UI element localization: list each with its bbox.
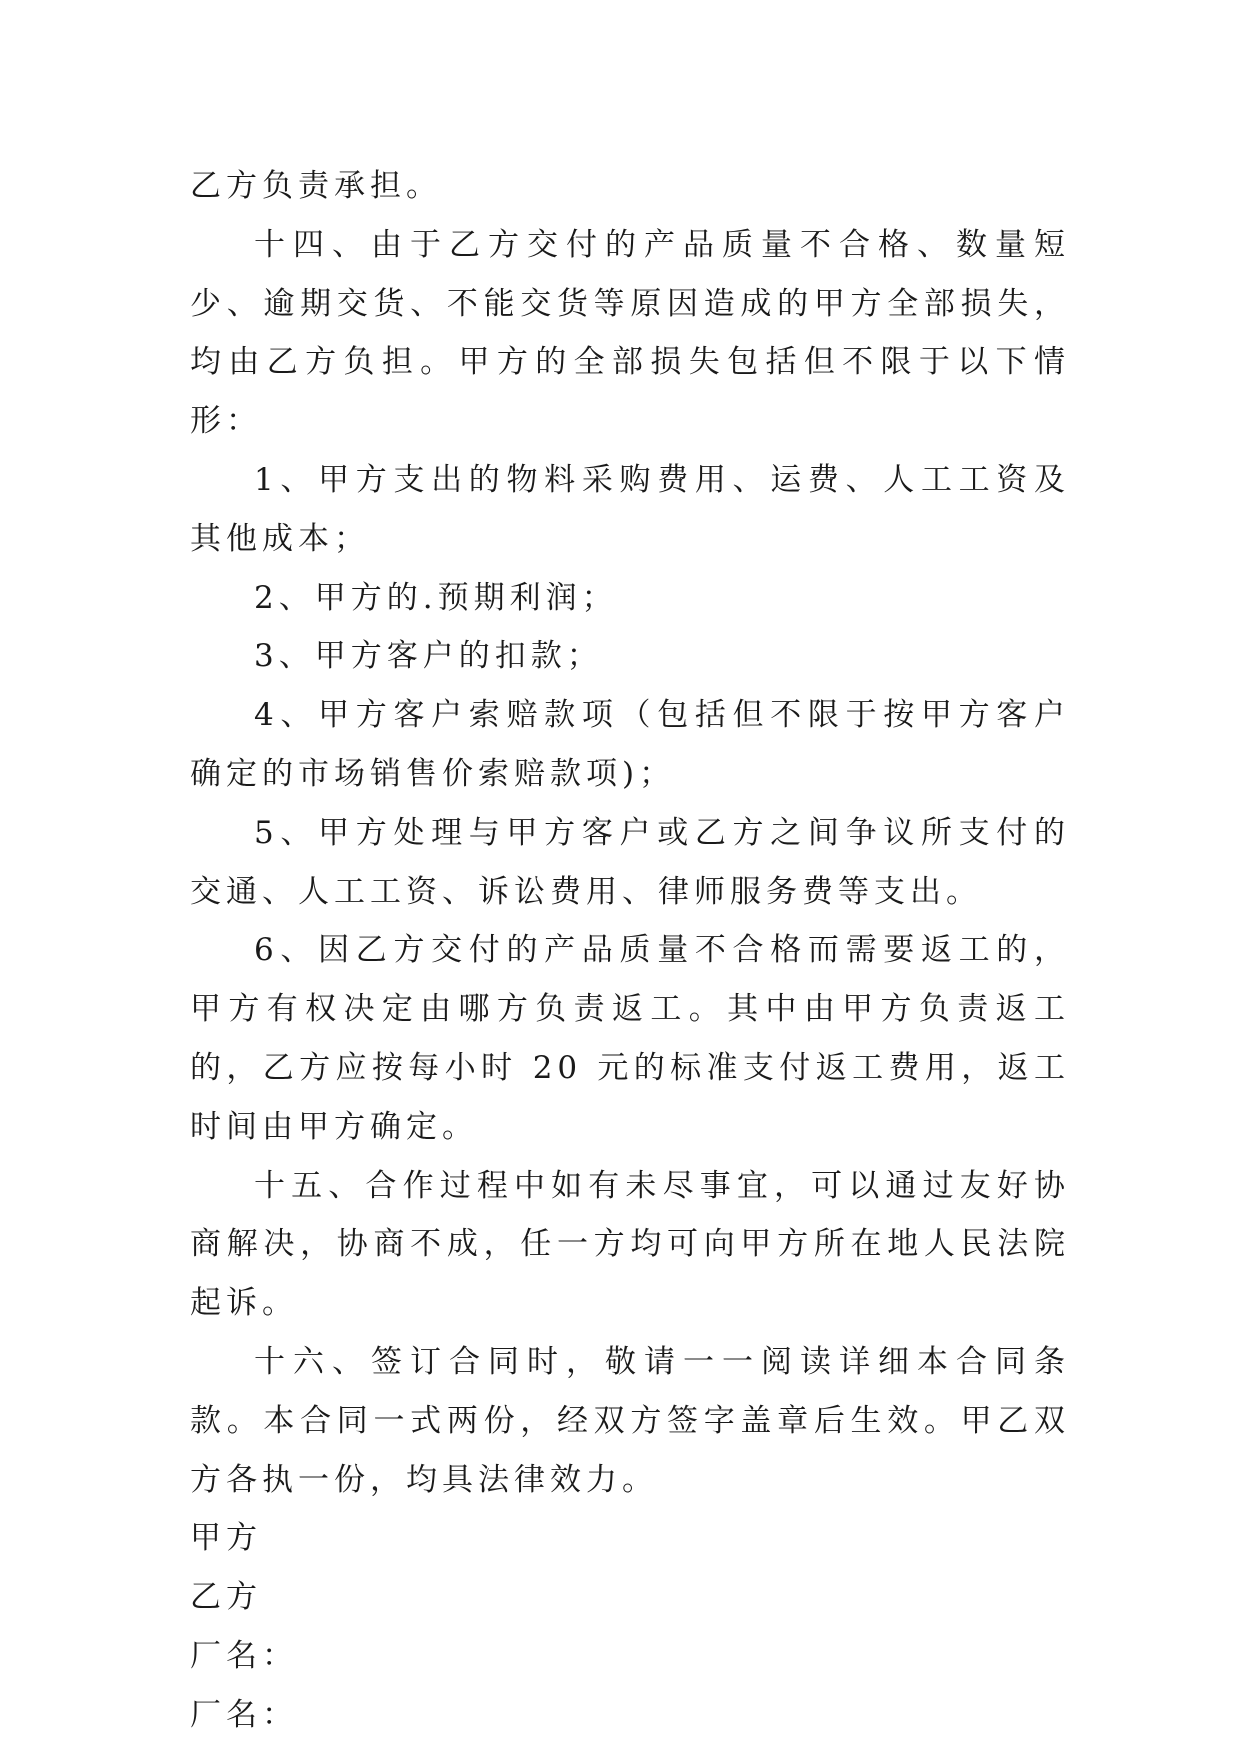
clause-14: 十四、由于乙方交付的产品质量不合格、数量短少、逾期交货、不能交货等原因造成的甲方全部损失，均由乙方负担。甲方的全部损失包括但不限于以下情形：: [190, 226, 1070, 440]
clause-14-item-3: 3、甲方客户的扣款；: [254, 638, 603, 675]
factory-name-a: 厂名：: [190, 1637, 298, 1674]
signature-party-a: 甲方: [190, 1520, 262, 1557]
clause-14-item-6: 6、因乙方交付的产品质量不合格而需要返工的，甲方有权决定由哪方负责返工。其中由甲方负责返工的，乙方应按每小时 20 元的标准支付返工费用，返工时间由甲方确定。: [190, 932, 1070, 1145]
clause-14-item-1: 1、甲方支出的物料采购费用、运费、人工工资及其他成本；: [190, 461, 1070, 557]
factory-name-b: 厂名：: [190, 1696, 298, 1733]
clause-16: 十六、签订合同时，敬请一一阅读详细本合同条款。本合同一式两份，经双方签字盖章后生效。甲乙双方各执一份，均具法律效力。: [190, 1343, 1070, 1498]
clause-14-item-2: 2、甲方的.预期利润；: [254, 579, 618, 616]
clause-15: 十五、合作过程中如有未尽事宜，可以通过友好协商解决，协商不成，任一方均可向甲方所在地人民法院起诉。: [190, 1167, 1070, 1322]
paragraph-continuation: 乙方负责承担。: [190, 168, 442, 204]
signature-party-b: 乙方: [190, 1579, 262, 1616]
clause-14-item-5: 5、甲方处理与甲方客户或乙方之间争议所支付的交通、人工工资、诉讼费用、律师服务费等支出。: [190, 814, 1070, 910]
document-body: [190, 157, 1070, 1745]
clause-14-item-4: 4、甲方客户索赔款项（包括但不限于按甲方客户确定的市场销售价索赔款项)；: [190, 697, 1070, 792]
